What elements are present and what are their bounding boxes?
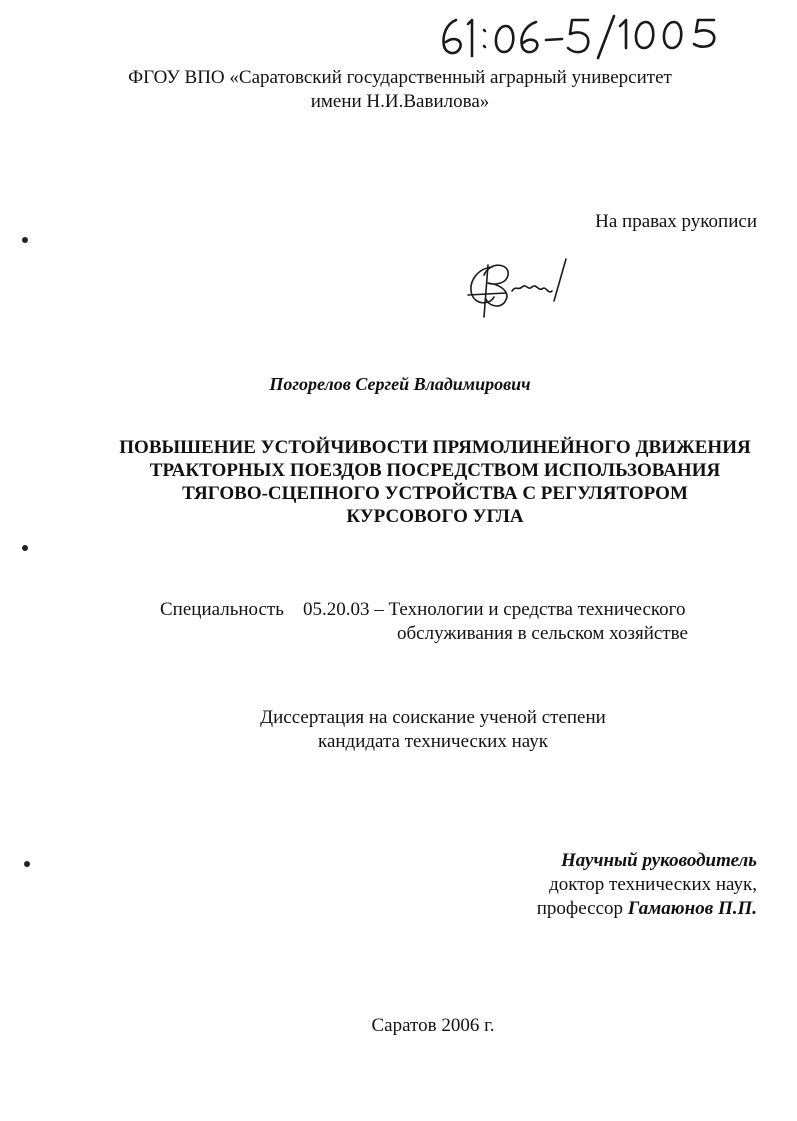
title-line: КУРСОВОГО УГЛА (346, 506, 524, 527)
specialty-line-2: обслуживания в сельском хозяйстве (397, 623, 688, 644)
author-name: Погорелов Сергей Владимирович (269, 374, 531, 394)
advisor-heading: Научный руководитель (561, 850, 757, 871)
dissertation-title (90, 436, 780, 528)
title-line: ТРАКТОРНЫХ ПОЕЗДОВ ПОСРЕДСТВОМ ИСПОЛЬЗОВАНИЯ (149, 460, 721, 481)
advisor-name: Гамаюнов П.П. (627, 898, 757, 919)
advisor-title-line (537, 897, 757, 921)
degree-line-2: кандидата технических наук (318, 731, 548, 752)
institution-line-1: ФГОУ ВПО «Саратовский государственный аграрный университет (128, 67, 672, 88)
advisor-degree: доктор технических наук, (549, 874, 757, 895)
specialty-block (160, 598, 688, 646)
archive-number-handwritten (438, 12, 738, 62)
institution-name (60, 66, 740, 114)
author-signature (462, 255, 572, 325)
scientific-advisor (537, 849, 757, 921)
institution-line-2: имени Н.И.Вавилова» (310, 91, 490, 112)
punch-hole-mark (22, 237, 28, 243)
degree-line-1: Диссертация на соискание ученой степени (260, 707, 606, 728)
specialty-label: Специальность (160, 599, 284, 620)
specialty-description (303, 598, 688, 646)
title-line: ТЯГОВО-СЦЕПНОГО УСТРОЙСТВА С РЕГУЛЯТОРОМ (182, 483, 688, 504)
punch-hole-mark (22, 545, 28, 551)
advisor-title: профессор (536, 898, 624, 919)
rights-note: На правах рукописи (595, 211, 757, 232)
degree-statement (200, 706, 666, 754)
specialty-line-1: 05.20.03 – Технологии и средства технического (303, 599, 686, 620)
city-year: Саратов 2006 г. (371, 1015, 495, 1036)
title-line: ПОВЫШЕНИЕ УСТОЙЧИВОСТИ ПРЯМОЛИНЕЙНОГО ДВИЖЕНИЯ (119, 437, 751, 458)
punch-hole-mark (24, 861, 30, 867)
